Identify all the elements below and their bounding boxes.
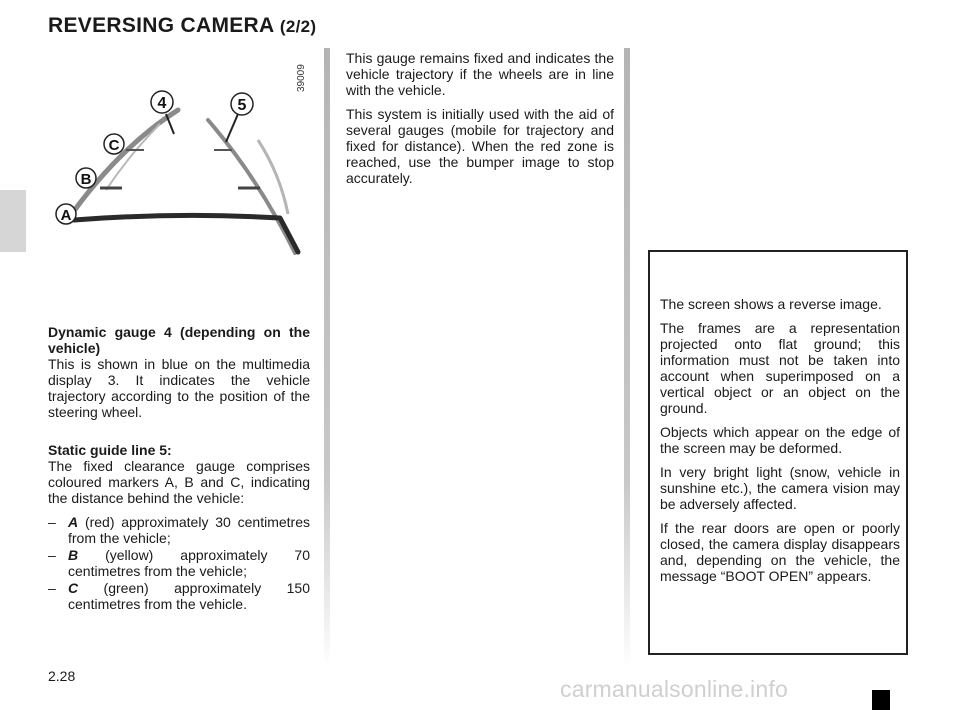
static-guide-body: The fixed clearance gauge comprises coloured markers A, B and C, indicating the distance behind the vehicle: <box>48 458 310 506</box>
dynamic-gauge-section <box>48 324 310 420</box>
trajectory-line-right-inner <box>258 140 288 214</box>
bumper-line <box>74 215 298 252</box>
note-paragraph: The screen shows a reverse image. <box>660 296 882 312</box>
page-title <box>48 14 316 38</box>
right-column <box>346 50 614 194</box>
section-tab <box>0 190 26 252</box>
marker-c <box>104 134 124 154</box>
note-paragraph: Objects which appear on the edge of the screen may be deformed. <box>660 424 900 456</box>
left-column <box>48 324 310 613</box>
paragraph: This gauge remains fixed and indicates the vehicle trajectory if the wheels are in line with the vehicle. <box>346 50 614 98</box>
static-guide-section <box>48 442 310 506</box>
list-item: – C (green) approximately 150 centimetres from the vehicle. <box>48 580 311 612</box>
callout-4 <box>151 91 173 113</box>
callout-4-label: 4 <box>157 95 167 112</box>
note-content <box>660 296 900 592</box>
callout-5-leader <box>226 114 238 142</box>
title-main: REVERSING CAMERA <box>48 14 274 37</box>
static-guide-heading: Static guide line 5: <box>48 442 172 458</box>
marker-c-label: C <box>108 137 120 154</box>
list-item: – A (red) approximately 30 centimetres from the vehicle; <box>48 514 311 546</box>
spacer <box>48 428 310 442</box>
list-marker: A <box>68 514 79 530</box>
list-text: (red) approximately 30 centimetres from the vehicle; <box>68 514 311 546</box>
list-item: – B (yellow) approximately 70 centimetres from the vehicle; <box>48 547 311 579</box>
title-sub: (2/2) <box>279 17 317 36</box>
image-code: 39009 <box>296 64 307 92</box>
list-marker: B <box>68 547 79 563</box>
note-paragraph: The frames are a representation projected onto flat ground; this information must not be taken into account when superimposed on a vertical object or an object on the ground. <box>660 320 900 416</box>
column-divider <box>324 48 330 668</box>
dynamic-gauge-heading: Dynamic gauge 4 (depending on the vehicle) <box>48 324 310 356</box>
column-divider <box>624 48 630 668</box>
dynamic-gauge-body: This is shown in blue on the multimedia display 3. It indicates the vehicle trajectory according to the position of the steering wheel. <box>48 356 310 420</box>
watermark-text: carmanualsonline.info <box>560 676 788 702</box>
list-marker: C <box>68 580 79 596</box>
list-text: (yellow) approximately 70 centimetres from the vehicle; <box>68 547 311 579</box>
reversing-camera-diagram <box>48 48 316 280</box>
page-number: 2.28 <box>48 668 76 684</box>
note-paragraph: In very bright light (snow, vehicle in sunshine etc.), the camera vision may be adversely affected. <box>660 464 900 512</box>
marker-a-label: A <box>60 207 72 224</box>
list-text: (green) approximately 150 centimetres from the vehicle. <box>68 580 311 612</box>
marker-list <box>48 514 310 612</box>
callout-5-label: 5 <box>237 97 247 114</box>
callout-5 <box>231 93 253 115</box>
marker-b-label: B <box>80 171 92 188</box>
corner-mark <box>872 690 890 710</box>
note-paragraph: If the rear doors are open or poorly closed, the camera display disappears and, depending on the vehicle, the message “BOOT OPEN” appears. <box>660 520 900 584</box>
marker-b <box>76 168 96 188</box>
marker-a <box>56 204 76 224</box>
note-box <box>648 250 908 655</box>
paragraph: This system is initially used with the aid of several gauges (mobile for trajectory and fixed for distance). When the red zone is reached, use the bumper image to stop accurately. <box>346 106 614 186</box>
